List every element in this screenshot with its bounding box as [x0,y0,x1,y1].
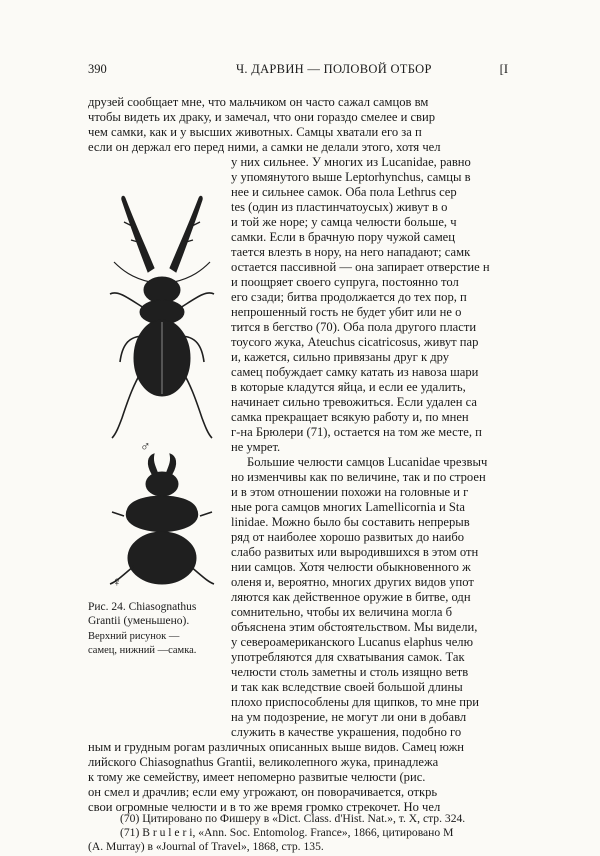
footnote-line: (71) B r u l e r i, «Ann. Soc. Entomolog. France», 1866, цитировано M [120,826,454,839]
text-line: он смел и драчлив; если ему угрожают, он поворачивается, открь [88,785,438,799]
running-title: Ч. ДАРВИН — ПОЛОВОЙ ОТБОР [236,62,432,76]
text-line: лийского Chiasognathus Grantii, великолепного жука, принадлежа [88,755,439,769]
text-line: оленя и, вероятно, многих других видов упот [231,575,474,589]
text-line: и, кажется, сильно привязаны друг к дру [231,350,450,364]
text-line: linidae. Можно было бы составить непрерыв [231,515,470,529]
text-line: свои огромные челюсти и в то же время громко стрекочет. Но чел [88,800,441,814]
text-line: у них сильнее. У многих из Lucanidae, равно [231,155,471,169]
text-line: самец побуждает самку катать из навоза шари [231,365,479,379]
text-line: tes (один из пластинчатоусых) живут в о [231,200,448,214]
caption-line: Grantii (уменьшено). [88,615,190,627]
footnote-line: (A. Murray) в «Journal of Travel», 1868, стр. 135. [88,840,324,853]
text-line: ряд от наиболее хорошо развитых до наибо [231,530,465,544]
beetle-illustration [92,186,232,594]
text-line: употребляются для схватывания самок. Так [231,650,465,664]
footnote-line: (70) Цитировано по Фишеру в «Dict. Class. d'Hist. Nat.», т. X, стр. 324. [120,812,466,825]
text-line: непрошенный гость не будет убит или не о [231,305,462,319]
text-line: ные рога самцов многих Lamellicornia и Sta [231,500,465,514]
text-line: чем самки, как и у высших животных. Самцы хватали его за п [88,125,422,139]
text-line: ляются как действенное оружие в битве, одн [231,590,471,604]
text-line: в которые кладутся яйца, и если ее удалить, [231,380,466,394]
caption-line: Верхний рисунок — [88,631,180,642]
text-line: и так как вследствие своей большой длины [231,680,463,694]
text-line: тоусого жука, Ateuchus cicatricosus, живут пар [231,335,479,349]
text-line: его сзади; битва продолжается до тех пор, п [231,290,467,304]
text-line: слабо развитых или выродившихся в этом отн [231,545,479,559]
text-line: сомнительно, чтобы их величина могла б [231,605,452,619]
text-line: у североамериканского Lucanus elaphus челю [231,635,473,649]
text-line: начинает сильно тревожиться. Если удален са [231,395,477,409]
text-line: тается влезть в нору, на него нападают; самк [231,245,471,259]
text-line: и той же норе; у самца челюсти больше, ч [231,215,457,229]
text-line: к тому же семейству, имеет непомерно развитые челюсти (рис. [88,770,426,784]
text-line: плохо приспособлены для щипков, то мне при [231,695,480,709]
running-header [88,62,508,78]
text-line: служить в качестве украшения, подобно го [231,725,462,739]
text-line: Большие челюсти самцов Lucanidae чрезвыч [247,455,488,469]
beetle-figure [92,186,232,594]
text-line: остается пассивной — она запирает отверстие н [231,260,490,274]
text-line: у упомянутого выше Leptorhynchus, самцы в [231,170,471,184]
corner-mark: [I [499,62,508,76]
text-line: на ум подозрение, не могут ли они в добавл [231,710,467,724]
text-line: нии самцов. Хотя челюсти обыкновенного ж [231,560,471,574]
text-line: самки. Если в брачную пору чужой самец [231,230,456,244]
caption-line: самец, нижний —самка. [88,645,197,656]
text-line: друзей сообщает мне, что мальчиком он часто сажал самцов вм [88,95,429,109]
text-line: но изменчивы как по величине, так и по строен [231,470,486,484]
text-line: тится в бегство (70). Оба пола другого пласти [231,320,477,334]
page-number: 390 [88,62,107,76]
text-line: если он держал его перед ними, а самки не делали этого, хотя чел [88,140,441,154]
text-line: челюсти столь заметны и столь изящно ветв [231,665,469,679]
text-line: чтобы видеть их драку, и замечал, что они гораздо смелее и свир [88,110,436,124]
text-line: и в этом отношении похожи на головные и г [231,485,469,499]
text-line: ным и грудным рогам различных описанных выше видов. Самец южн [88,740,465,754]
text-line: нее и сильнее самок. Оба пола Lethrus cep [231,185,457,199]
caption-line: Рис. 24. Chiasognathus [88,601,197,613]
male-symbol: ♂ [140,440,151,455]
text-line: объяснена этим обстоятельством. Мы видели, [231,620,478,634]
text-line: г-на Брюлери (71), остается на том же месте, п [231,425,482,439]
text-line: не умрет. [231,440,281,454]
text-line: и поощряет своего супруга, постоянно тол [231,275,459,289]
female-symbol: ♀ [112,574,122,589]
text-line: самка прекращает всякую работу и, по мнен [231,410,469,424]
